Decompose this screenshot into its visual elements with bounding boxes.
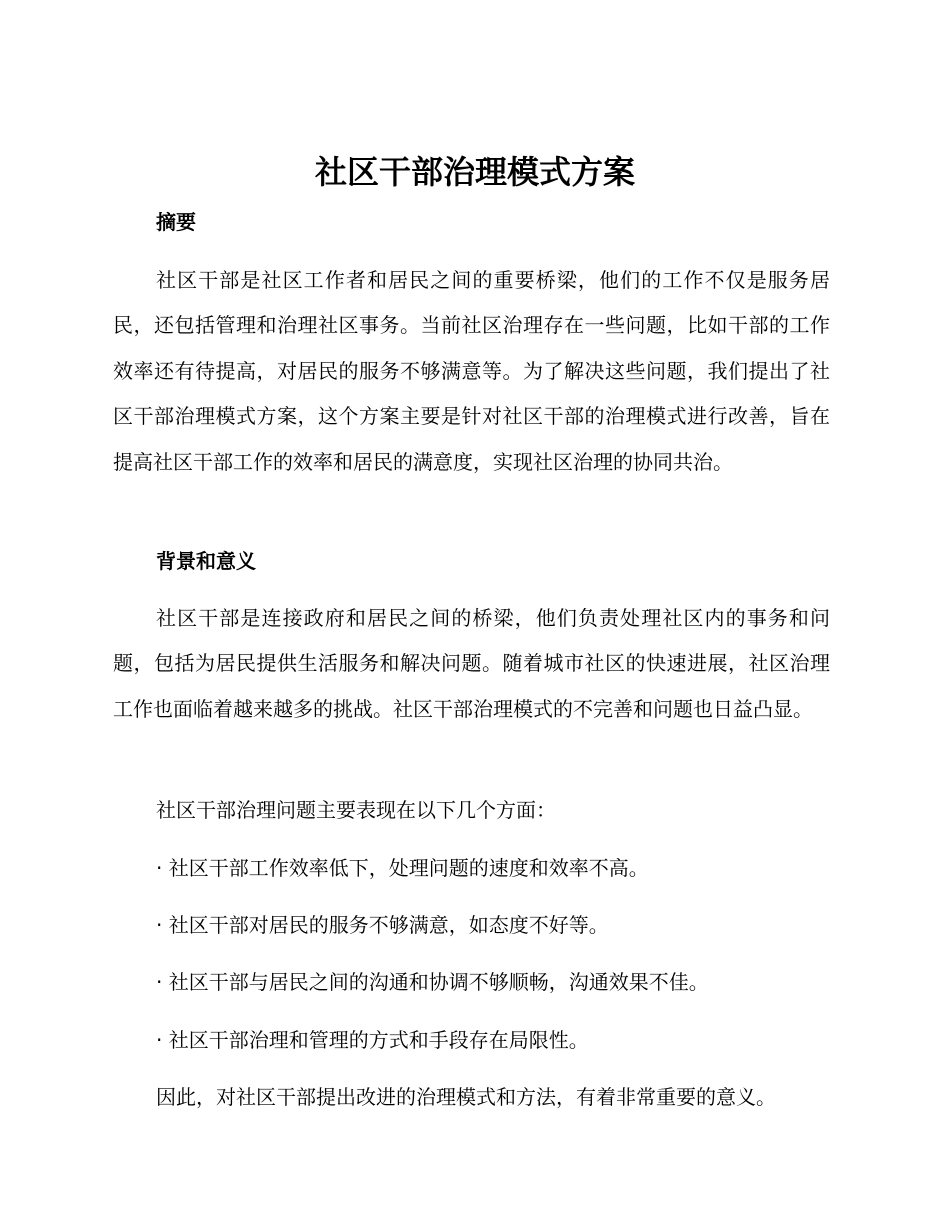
issue-bullet-1: · 社区干部工作效率低下，处理问题的速度和效率不高。 <box>156 856 649 880</box>
abstract-paragraph: 社区干部是社区工作者和居民之间的重要桥梁，他们的工作不仅是服务居民，还包括管理和治理社区事务。当前社区治理存在一些问题，比如干部的工作效率还有待提高，对居民的服务不够满意等。为了解决这些问题，我们提出了社区干部治理模式方案，这个方案主要是针对社区干部的治理模式进行改善，旨在提高社区干部工作的效率和居民的满意度，实现社区治理的协同共治。 <box>113 268 830 474</box>
document-title: 社区干部治理模式方案 <box>314 153 635 191</box>
section-heading-background: 背景和意义 <box>156 549 256 573</box>
conclusion-line: 因此，对社区干部提出改进的治理模式和方法，有着非常重要的意义。 <box>156 1085 776 1109</box>
section-heading-abstract: 摘要 <box>156 210 196 234</box>
issues-intro: 社区干部治理问题主要表现在以下几个方面： <box>156 798 556 822</box>
issue-bullet-3: · 社区干部与居民之间的沟通和协调不够顺畅，沟通效果不佳。 <box>156 970 709 994</box>
background-paragraph: 社区干部是连接政府和居民之间的桥梁，他们负责处理社区内的事务和问题，包括为居民提供生活服务和解决问题。随着城市社区的快速进展，社区治理工作也面临着越来越多的挑战。社区干部治理模式的不完善和问题也日益凸显。 <box>113 606 830 721</box>
issue-bullet-2: · 社区干部对居民的服务不够满意，如态度不好等。 <box>156 913 609 937</box>
issue-bullet-4: · 社区干部治理和管理的方式和手段存在局限性。 <box>156 1028 589 1052</box>
